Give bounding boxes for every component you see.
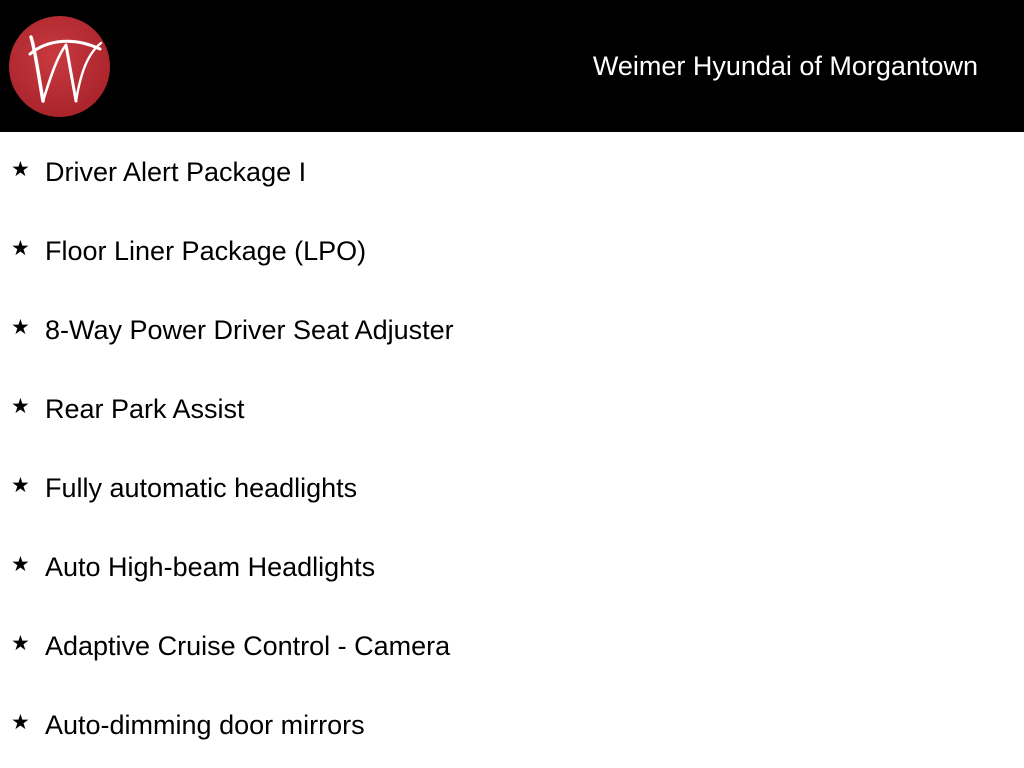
feature-label: Fully automatic headlights [45, 473, 358, 503]
feature-label: Auto High-beam Headlights [45, 552, 376, 582]
star-icon: ★ [11, 553, 30, 576]
feature-item [0, 685, 1024, 764]
dealer-name: Weimer Hyundai of Morgantown [592, 51, 978, 81]
feature-item [0, 290, 1024, 369]
star-icon: ★ [11, 158, 30, 181]
feature-item [0, 606, 1024, 685]
feature-label: Auto-dimming door mirrors [45, 710, 365, 740]
feature-item [0, 211, 1024, 290]
feature-item [0, 132, 1024, 211]
feature-item [0, 448, 1024, 527]
feature-label: Driver Alert Package I [45, 157, 307, 187]
dealer-logo [8, 15, 111, 118]
feature-item [0, 369, 1024, 448]
star-icon: ★ [11, 316, 30, 339]
feature-label: Floor Liner Package (LPO) [45, 236, 367, 266]
star-icon: ★ [11, 632, 30, 655]
star-icon: ★ [11, 237, 30, 260]
star-icon: ★ [11, 395, 30, 418]
page-header [0, 0, 1024, 132]
feature-list [0, 132, 1024, 764]
star-icon: ★ [11, 711, 30, 734]
star-icon: ★ [11, 474, 30, 497]
feature-label: Adaptive Cruise Control - Camera [45, 631, 451, 661]
feature-label: 8-Way Power Driver Seat Adjuster [45, 315, 454, 345]
feature-label: Rear Park Assist [45, 394, 245, 424]
feature-item [0, 527, 1024, 606]
